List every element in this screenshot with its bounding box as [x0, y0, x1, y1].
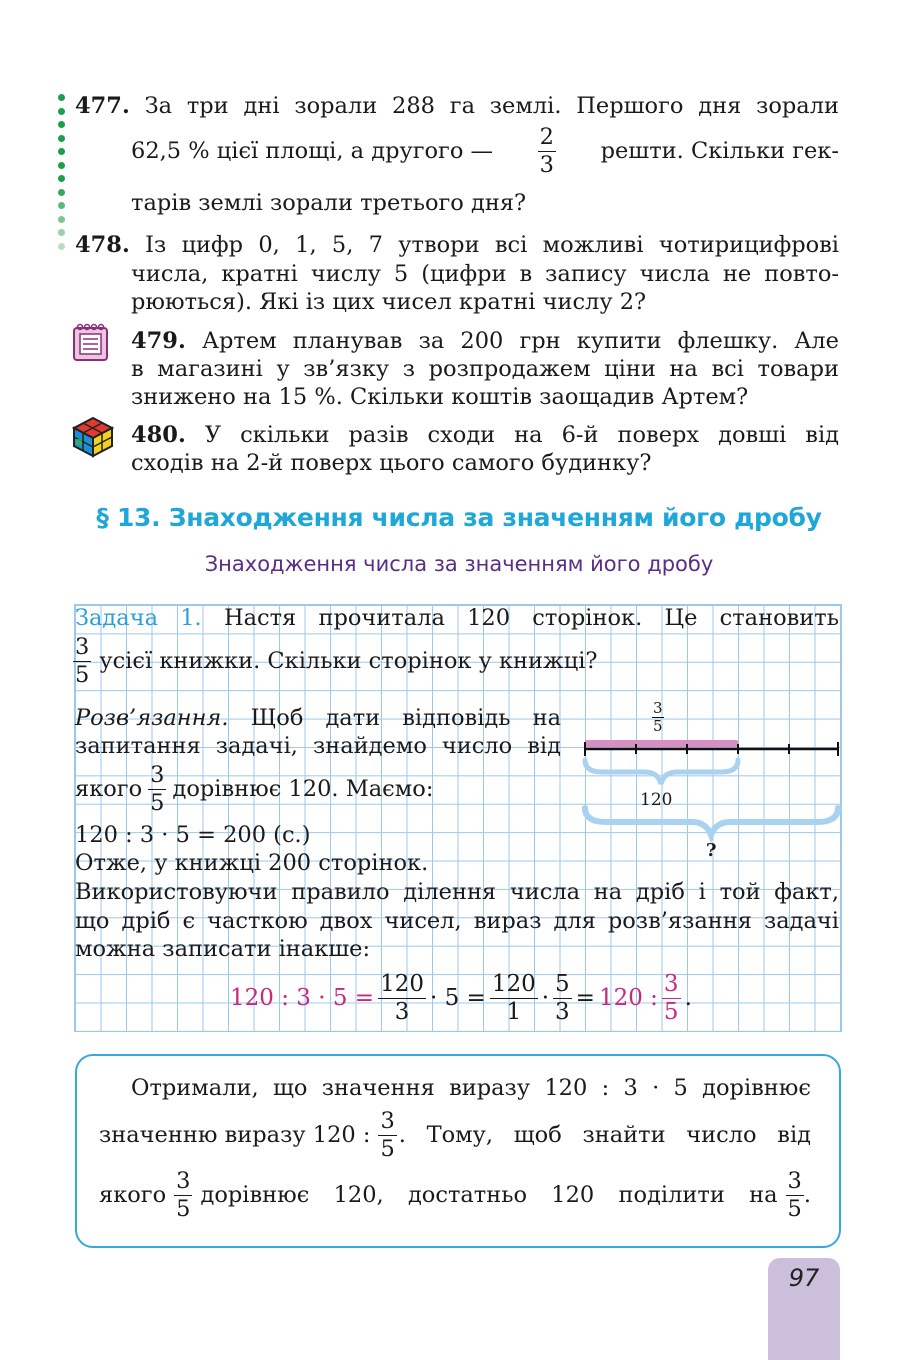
- page-number-tab: [768, 1258, 840, 1360]
- fraction: $\frac{5}{3}$: [555, 970, 570, 1025]
- dot: [58, 202, 65, 209]
- solution-label: Розв’язання.: [75, 705, 229, 731]
- exercise-478-line3: рюються). Які із цих чисел кратні числу 2?: [131, 289, 647, 315]
- answer: Отже, у книжці 200 сторінок.: [75, 850, 429, 876]
- formula-right: 120 :: [598, 985, 658, 1011]
- fraction: $\frac{3}{5}$: [75, 634, 90, 688]
- notepad-icon: [72, 322, 110, 362]
- explanation-line1: Використовуючи правило ділення числа на дріб і той факт,: [75, 879, 839, 905]
- dot: [58, 148, 65, 155]
- subsection-title: Знаходження числа за значенням його дробу: [204, 552, 714, 576]
- diagram-fraction-label: 3 5: [653, 699, 663, 735]
- fraction: $\frac{2}{3}$: [539, 124, 554, 178]
- exercise-number: 478.: [75, 232, 130, 258]
- formula-left: 120 : 3 · 5 =: [230, 985, 375, 1011]
- dot: [58, 162, 65, 169]
- dot: [58, 216, 65, 223]
- dot: [58, 108, 65, 115]
- section-heading: [0, 503, 918, 532]
- dot: [58, 135, 65, 142]
- exercise-480-line1: 480. У скільки разів сходи на 6-й поверх довші від: [131, 422, 839, 448]
- segment-diagram: [582, 698, 842, 863]
- fraction: $\frac{120}{3}$: [380, 970, 424, 1025]
- exercise-480-line2: сходів на 2-й поверх цього самого будинку?: [131, 450, 652, 476]
- rule-line3: якого $\frac{3}{5}$ дорівнює 120, достатньо 120 поділити на $\frac{3}{5}$ .: [99, 1168, 811, 1222]
- fraction: $\frac{3}{5}$: [150, 762, 165, 816]
- exercise-477-line1: 477. За три дні зорали 288 га землі. Першого дня зорали: [75, 93, 839, 119]
- task-label: Задача 1.: [75, 605, 202, 631]
- exercise-477-line2: 62,5 % цієї площі, а другого — $\frac{2}{3}$ решти. Скільки гек-: [131, 124, 839, 178]
- calculation: 120 : 3 · 5 = 200 (с.): [75, 822, 311, 848]
- subsection-heading: [0, 552, 918, 576]
- fraction-bar: [585, 740, 738, 747]
- exercise-477-line3: тарів землі зорали третього дня?: [131, 190, 527, 216]
- dot: [58, 175, 65, 182]
- solution-line2: запитання задачі, знайдемо число від: [75, 733, 561, 759]
- fraction: $\frac{120}{1}$: [491, 970, 536, 1025]
- fraction: $\frac{3}{5}$: [787, 1168, 802, 1222]
- solution-line3: якого $\frac{3}{5}$ дорівнює 120. Маємо:: [75, 762, 434, 816]
- dot: [58, 121, 65, 128]
- fraction: $\frac{3}{5}$: [176, 1168, 191, 1222]
- task-line2: $\frac{3}{5}$ усієї книжки. Скільки сторінок у книжці?: [75, 634, 598, 688]
- exercise-478-line1: 478. Із цифр 0, 1, 5, 7 утвори всі можливі чотирицифрові: [75, 232, 840, 258]
- dot: [58, 189, 65, 196]
- exercise-479-line1: 479. Артем планував за 200 грн купити флешку. Але: [131, 328, 839, 354]
- label-120: 120: [640, 790, 673, 810]
- rule-line1: Отримали, що значення виразу 120 : 3 · 5 дорівнює: [131, 1075, 811, 1101]
- solution-line1: Розв’язання. Щоб дати відповідь на: [75, 705, 562, 731]
- brace-120: [585, 760, 738, 784]
- exercise-479-line2: в магазині у зв’язку з розпродажем ціни на всі товари: [131, 356, 839, 382]
- dot: [58, 94, 65, 101]
- formula: 120 : 3 · 5 = $\frac{120}{3}$ · 5 = $\frac{120}{1}$ · $\frac{5}{3}$ = 120 : $\frac{3}{5}$ .: [230, 970, 692, 1025]
- exercise-478-line2: числа, кратні числу 5 (цифри в запису числа не повто-: [131, 261, 839, 287]
- dot: [58, 229, 65, 236]
- explanation-line3: можна записати інакше:: [75, 936, 371, 962]
- exercise-number: 480.: [131, 422, 186, 448]
- brace-total: [585, 808, 838, 835]
- exercise-479-line3: знижено на 15 %. Скільки коштів заощадив Артем?: [131, 384, 749, 410]
- task-line1: Задача 1. Настя прочитала 120 сторінок. Це становить: [75, 605, 839, 631]
- explanation-line2: що дріб є часткою двох чисел, вираз для розв’язання задачі: [75, 908, 839, 934]
- fraction: $\frac{3}{5}$: [663, 970, 679, 1025]
- label-question: ?: [706, 840, 717, 861]
- section-title: § 13. Знаходження числа за значенням його дробу: [96, 503, 822, 532]
- exercise-number: 479.: [131, 328, 186, 354]
- rule-line2: значенню виразу 120 : $\frac{3}{5}$ . Тому, щоб знайти число від: [99, 1108, 811, 1162]
- rubik-cube-icon: [72, 416, 114, 458]
- fraction: $\frac{3}{5}$: [380, 1108, 395, 1162]
- dot: [58, 243, 65, 250]
- progress-dots: [58, 94, 70, 256]
- page-number: 97: [788, 1264, 820, 1292]
- exercise-number: 477.: [75, 93, 130, 119]
